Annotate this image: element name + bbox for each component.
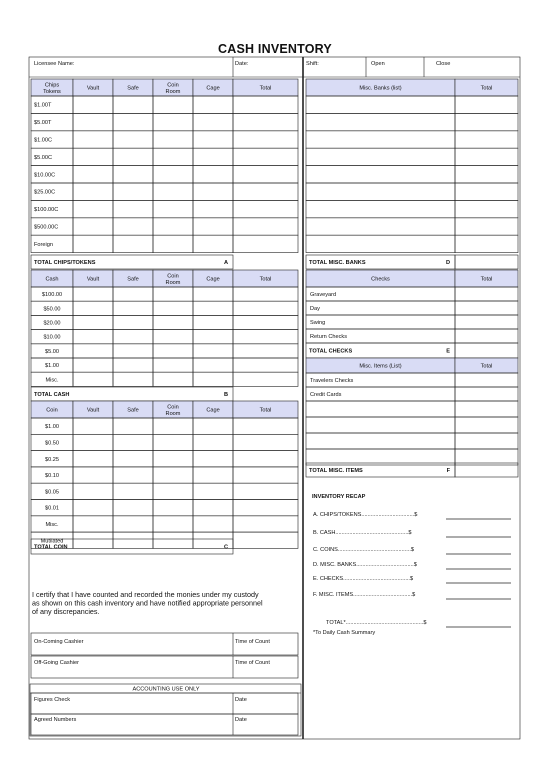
coin-cell[interactable] (73, 532, 113, 548)
cash-cell[interactable] (73, 344, 113, 358)
misc_banks-header-label: Misc. Banks (list) (359, 85, 402, 92)
coin-cell[interactable] (193, 483, 233, 499)
chips-cell[interactable] (153, 235, 193, 252)
misc_banks-cell[interactable] (306, 131, 455, 148)
coin-cell[interactable] (193, 451, 233, 467)
chips-cell[interactable] (153, 200, 193, 217)
cash-cell[interactable] (113, 315, 153, 329)
form-frame (29, 57, 520, 739)
chips-cell[interactable] (113, 183, 153, 200)
chips-cell[interactable] (233, 166, 298, 183)
close-label: Close (436, 61, 451, 67)
chips-cell[interactable] (233, 218, 298, 235)
chips-cell[interactable] (73, 200, 113, 217)
cash-header-label: Vault (86, 276, 100, 283)
chips-cell[interactable] (113, 235, 153, 252)
cash-cell[interactable] (193, 301, 233, 315)
chips-cell[interactable] (193, 166, 233, 183)
misc_items-row-label: Credit Cards (310, 392, 342, 398)
misc_banks-total-cell[interactable] (455, 218, 518, 235)
coin-cell[interactable] (73, 434, 113, 450)
misc_items-extra-total-cell[interactable] (455, 417, 518, 433)
coin-cell[interactable] (193, 418, 233, 434)
cash-cell[interactable] (73, 330, 113, 344)
checks-total-cell[interactable] (455, 301, 518, 315)
coin-cell[interactable] (193, 516, 233, 532)
checks-header-label: Total (480, 276, 493, 283)
chips-cell[interactable] (113, 148, 153, 165)
chips-row-label: Foreign (34, 241, 53, 248)
shift-label: Shift: (306, 61, 319, 67)
cash-cell[interactable] (73, 372, 113, 386)
chips-row-label: $5.00C (34, 154, 53, 161)
chips-row-label: $500.00C (34, 224, 59, 231)
chips-cell[interactable] (73, 96, 113, 113)
coin-cell[interactable] (153, 451, 193, 467)
agreed-numbers-label: Agreed Numbers (34, 717, 77, 723)
total-misc-banks-letter: D (445, 260, 450, 266)
misc_banks-cell[interactable] (306, 96, 455, 113)
chips-row-label: $10.00C (34, 172, 56, 179)
coin-cell[interactable] (233, 532, 298, 548)
misc_items-extra-cell[interactable] (306, 433, 455, 449)
chips-cell[interactable] (73, 113, 113, 130)
certification-text: I certify that I have counted and recorded the monies under my custody (32, 590, 259, 599)
coin-header-label: Total (259, 407, 272, 414)
coin-cell[interactable] (193, 467, 233, 483)
chips-cell[interactable] (193, 235, 233, 252)
cash-cell[interactable] (233, 287, 298, 301)
coin-cell[interactable] (113, 451, 153, 467)
chips-row-label: $1.00C (34, 137, 53, 144)
total-misc-banks-label: TOTAL MISC. BANKS (309, 260, 366, 266)
time-of-count-label: Time of Count (235, 660, 270, 666)
misc-banks-total-value[interactable] (455, 255, 518, 269)
cash-cell[interactable] (193, 358, 233, 372)
chips-cell[interactable] (193, 96, 233, 113)
misc_items-extra-cell[interactable] (306, 449, 455, 465)
coin-header-label: Safe (127, 407, 139, 414)
misc_banks-cell[interactable] (306, 183, 455, 200)
cash-cell[interactable] (113, 372, 153, 386)
chips-cell[interactable] (193, 113, 233, 130)
cash-cell[interactable] (153, 330, 193, 344)
checks-row-label: Swing (310, 320, 326, 326)
coin-cell[interactable] (73, 483, 113, 499)
recap-note: *To Daily Cash Summary (313, 630, 376, 636)
recap-line: B. CASH...............................................$ (313, 530, 412, 536)
cash-cell[interactable] (113, 301, 153, 315)
misc_banks-total-cell[interactable] (455, 96, 518, 113)
coin-row-label: $0.50 (45, 440, 59, 447)
cash-header-label: Cage (206, 276, 220, 283)
licensee-label: Licensee Name: (34, 61, 75, 67)
cash-cell[interactable] (153, 301, 193, 315)
chips-cell[interactable] (193, 148, 233, 165)
date-label: Date (235, 717, 247, 723)
chips-cell[interactable] (73, 131, 113, 148)
coin-cell[interactable] (193, 500, 233, 516)
misc_banks-cell[interactable] (306, 200, 455, 217)
coin-cell[interactable] (73, 500, 113, 516)
cash-header-label: Coin (167, 273, 179, 280)
total-coin-label: TOTAL COIN (34, 544, 68, 551)
total-cash-letter: B (223, 392, 228, 398)
misc_items-extra-total-cell[interactable] (455, 401, 518, 417)
coin-row-label: $0.25 (45, 456, 59, 463)
figures-check-label: Figures Check (34, 697, 71, 703)
cash-cell[interactable] (233, 315, 298, 329)
chips-cell[interactable] (233, 235, 298, 252)
misc_banks-total-cell[interactable] (455, 131, 518, 148)
chips-header-label: Total (259, 85, 272, 92)
misc_banks-header-label: Total (480, 85, 493, 92)
checks-cell[interactable] (306, 301, 455, 315)
cash-row-label: $10.00 (43, 334, 61, 341)
chips-cell[interactable] (113, 166, 153, 183)
chips-cell[interactable] (193, 131, 233, 148)
coin-header-label: Coin (46, 407, 58, 414)
cash-cell[interactable] (153, 372, 193, 386)
chips-header-label: Room (165, 88, 181, 95)
coin-row-label: Mutilated (40, 538, 64, 545)
recap-line: A. CHIPS/TOKENS..................................$ (313, 512, 418, 518)
total-coin-letter: C (223, 544, 228, 551)
checks-total-cell[interactable] (455, 329, 518, 343)
checks-total-cell[interactable] (455, 315, 518, 329)
coin-cell[interactable] (233, 434, 298, 450)
offgoing-cashier-label: Off-Going Cashier (34, 660, 79, 666)
coin-cell[interactable] (233, 467, 298, 483)
chips-header-label: Chips (44, 82, 60, 89)
oncoming-cashier-label: On-Coming Cashier (34, 639, 84, 645)
coin-cell[interactable] (73, 451, 113, 467)
cash-cell[interactable] (233, 344, 298, 358)
chips-row-label: $25.00C (34, 189, 56, 196)
checks-total-cell[interactable] (455, 287, 518, 301)
cash-cell[interactable] (73, 315, 113, 329)
misc_items-header-label: Total (480, 363, 493, 370)
misc_banks-total-cell[interactable] (455, 148, 518, 165)
checks-row-label: Day (310, 306, 320, 312)
cash-cell[interactable] (153, 315, 193, 329)
recap-line: D. MISC. BANKS.....................................$ (313, 562, 417, 568)
misc_banks-cell[interactable] (306, 218, 455, 235)
misc_banks-total-cell[interactable] (455, 166, 518, 183)
cash-cell[interactable] (73, 358, 113, 372)
coin-cell[interactable] (193, 434, 233, 450)
chips-cell[interactable] (73, 148, 113, 165)
cash-cell[interactable] (193, 315, 233, 329)
chips-cell[interactable] (193, 183, 233, 200)
chips-cell[interactable] (73, 166, 113, 183)
misc_items-extra-cell[interactable] (306, 401, 455, 417)
misc_banks-total-cell[interactable] (455, 235, 518, 252)
chips-row-label: $1.00T (34, 102, 52, 109)
recap-line: F. MISC. ITEMS......................................$ (313, 592, 416, 598)
chips-cell[interactable] (113, 218, 153, 235)
coin-cell[interactable] (73, 516, 113, 532)
chips-header-label: Coin (167, 82, 179, 89)
coin-cell[interactable] (153, 418, 193, 434)
total-misc-items-letter: F (446, 468, 450, 474)
coin-cell[interactable] (153, 516, 193, 532)
certification-text: as shown on this cash inventory and have notified appropriate personnel (32, 598, 263, 608)
cash-cell[interactable] (153, 287, 193, 301)
chips-cell[interactable] (233, 113, 298, 130)
coin-cell[interactable] (233, 418, 298, 434)
chips-cell[interactable] (113, 113, 153, 130)
checks-row-label: Return Checks (310, 334, 347, 340)
total-chips-letter: A (223, 260, 228, 266)
coin-header-label: Cage (206, 407, 220, 414)
cash-row-label: $20.00 (43, 320, 61, 327)
coin-cell[interactable] (153, 500, 193, 516)
coin-cell[interactable] (113, 532, 153, 548)
cash-cell[interactable] (113, 344, 153, 358)
cash-header-label: Total (259, 276, 272, 283)
cash-row-label: $100.00 (41, 292, 63, 299)
chips-header-label: Tokens (43, 88, 61, 95)
chips-cell[interactable] (233, 131, 298, 148)
coin-cell[interactable] (233, 451, 298, 467)
misc_banks-cell[interactable] (306, 148, 455, 165)
total-misc-items-label: TOTAL MISC. ITEMS (309, 468, 363, 474)
misc_banks-total-cell[interactable] (455, 183, 518, 200)
total-cash-label: TOTAL CASH (34, 392, 70, 398)
chips-cell[interactable] (113, 96, 153, 113)
cash-header-label: Room (165, 279, 181, 286)
chips-cell[interactable] (113, 200, 153, 217)
chips-cell[interactable] (153, 183, 193, 200)
checks-cell[interactable] (306, 315, 455, 329)
coin-header-label: Coin (167, 404, 179, 411)
misc_items-row-label: Travelers Checks (310, 378, 354, 384)
chips-row-label: $100.00C (34, 207, 59, 214)
chips-cell[interactable] (153, 131, 193, 148)
misc_banks-total-cell[interactable] (455, 113, 518, 130)
chips-cell[interactable] (233, 148, 298, 165)
accounting-title: ACCOUNTING USE ONLY (132, 686, 200, 693)
misc_items-extra-total-cell[interactable] (455, 433, 518, 449)
misc_items-extra-cell[interactable] (306, 417, 455, 433)
checks-row-label: Graveyard (310, 292, 337, 298)
chips-cell[interactable] (153, 96, 193, 113)
coin-row-label: $0.01 (45, 505, 59, 512)
cash-cell[interactable] (113, 330, 153, 344)
coin-cell[interactable] (113, 418, 153, 434)
cash-cell[interactable] (153, 358, 193, 372)
page-title: CASH INVENTORY (218, 42, 332, 56)
chips-cell[interactable] (73, 235, 113, 252)
cash-cell[interactable] (193, 330, 233, 344)
chips-cell[interactable] (153, 218, 193, 235)
coin-cell[interactable] (113, 483, 153, 499)
chips-cell[interactable] (233, 96, 298, 113)
cash-cell[interactable] (193, 287, 233, 301)
chips-cell[interactable] (233, 200, 298, 217)
coin-row-label: Misc. (45, 521, 59, 528)
coin-row-label: $1.00 (45, 424, 59, 431)
chips-header-label: Cage (206, 85, 220, 92)
misc_items-total-cell[interactable] (455, 387, 518, 401)
cash-row-label: Misc. (45, 377, 59, 384)
recap-line: E. CHECKS...........................................$ (313, 576, 414, 582)
chips-cell[interactable] (193, 200, 233, 217)
coin-header-label: Room (165, 410, 181, 417)
cash-row-label: $5.00 (45, 348, 59, 355)
date-label: Date: (235, 61, 249, 67)
chips-cell[interactable] (153, 166, 193, 183)
cash-row-label: $1.00 (45, 363, 59, 370)
certification-text: of any discrepancies. (32, 607, 100, 617)
chips-cell[interactable] (73, 218, 113, 235)
coin-cell[interactable] (153, 434, 193, 450)
cash-cell[interactable] (73, 301, 113, 315)
misc_items-extra-total-cell[interactable] (455, 449, 518, 465)
coin-cell[interactable] (153, 467, 193, 483)
checks-total-value[interactable] (455, 343, 518, 358)
cash-row-label: $50.00 (43, 306, 61, 313)
coin-cell[interactable] (153, 532, 193, 548)
misc_banks-cell[interactable] (306, 113, 455, 130)
misc_banks-total-cell[interactable] (455, 200, 518, 217)
cash-cell[interactable] (153, 344, 193, 358)
chips-cell[interactable] (113, 131, 153, 148)
coin-row-label: $0.10 (45, 473, 59, 480)
cash-cell[interactable] (193, 344, 233, 358)
coin-cell[interactable] (233, 483, 298, 499)
coin-cell[interactable] (73, 467, 113, 483)
cash-cell[interactable] (73, 287, 113, 301)
date-label: Date (235, 697, 247, 703)
total-checks-label: TOTAL CHECKS (309, 348, 353, 355)
total-chips-label: TOTAL CHIPS/TOKENS (34, 260, 96, 266)
open-label: Open (371, 61, 385, 67)
chips-cell[interactable] (193, 218, 233, 235)
misc_banks-cell[interactable] (306, 166, 455, 183)
cash-cell[interactable] (193, 372, 233, 386)
chips-cell[interactable] (233, 183, 298, 200)
cash-cell[interactable] (233, 301, 298, 315)
misc_banks-cell[interactable] (306, 235, 455, 252)
chips-cell[interactable] (73, 183, 113, 200)
coin-cell[interactable] (113, 467, 153, 483)
coin-cell[interactable] (153, 483, 193, 499)
coin-row-label: $0.05 (45, 489, 59, 496)
misc_items-header-label: Misc. Items (List) (359, 363, 402, 370)
total-checks-letter: E (446, 348, 450, 355)
checks-header-label: Checks (371, 276, 390, 283)
chips-header-label: Vault (86, 85, 100, 92)
chips-header-label: Safe (127, 85, 139, 92)
chips-cell[interactable] (153, 148, 193, 165)
time-of-count-label: Time of Count (235, 639, 270, 645)
recap-line: C. COINS...............................................$ (313, 547, 415, 553)
coin-cell[interactable] (113, 434, 153, 450)
coin-header-label: Vault (86, 407, 100, 414)
coin-cell[interactable] (113, 500, 153, 516)
cash-cell[interactable] (113, 287, 153, 301)
chips-row-label: $5.00T (34, 120, 52, 127)
cash-cell[interactable] (233, 358, 298, 372)
figures-check-field[interactable] (31, 693, 298, 714)
cash-header-label: Cash (45, 276, 59, 283)
misc_items-total-cell[interactable] (455, 373, 518, 387)
cash-cell[interactable] (113, 358, 153, 372)
coin-cell[interactable] (73, 418, 113, 434)
cash-cell[interactable] (233, 372, 298, 386)
recap-total: TOTAL*..................................................$ (326, 620, 427, 626)
coin-cell[interactable] (233, 516, 298, 532)
recap-title: INVENTORY RECAP (312, 494, 366, 500)
cash-cell[interactable] (233, 330, 298, 344)
cash-header-label: Safe (127, 276, 139, 283)
coin-cell[interactable] (113, 516, 153, 532)
chips-cell[interactable] (153, 113, 193, 130)
coin-cell[interactable] (233, 500, 298, 516)
